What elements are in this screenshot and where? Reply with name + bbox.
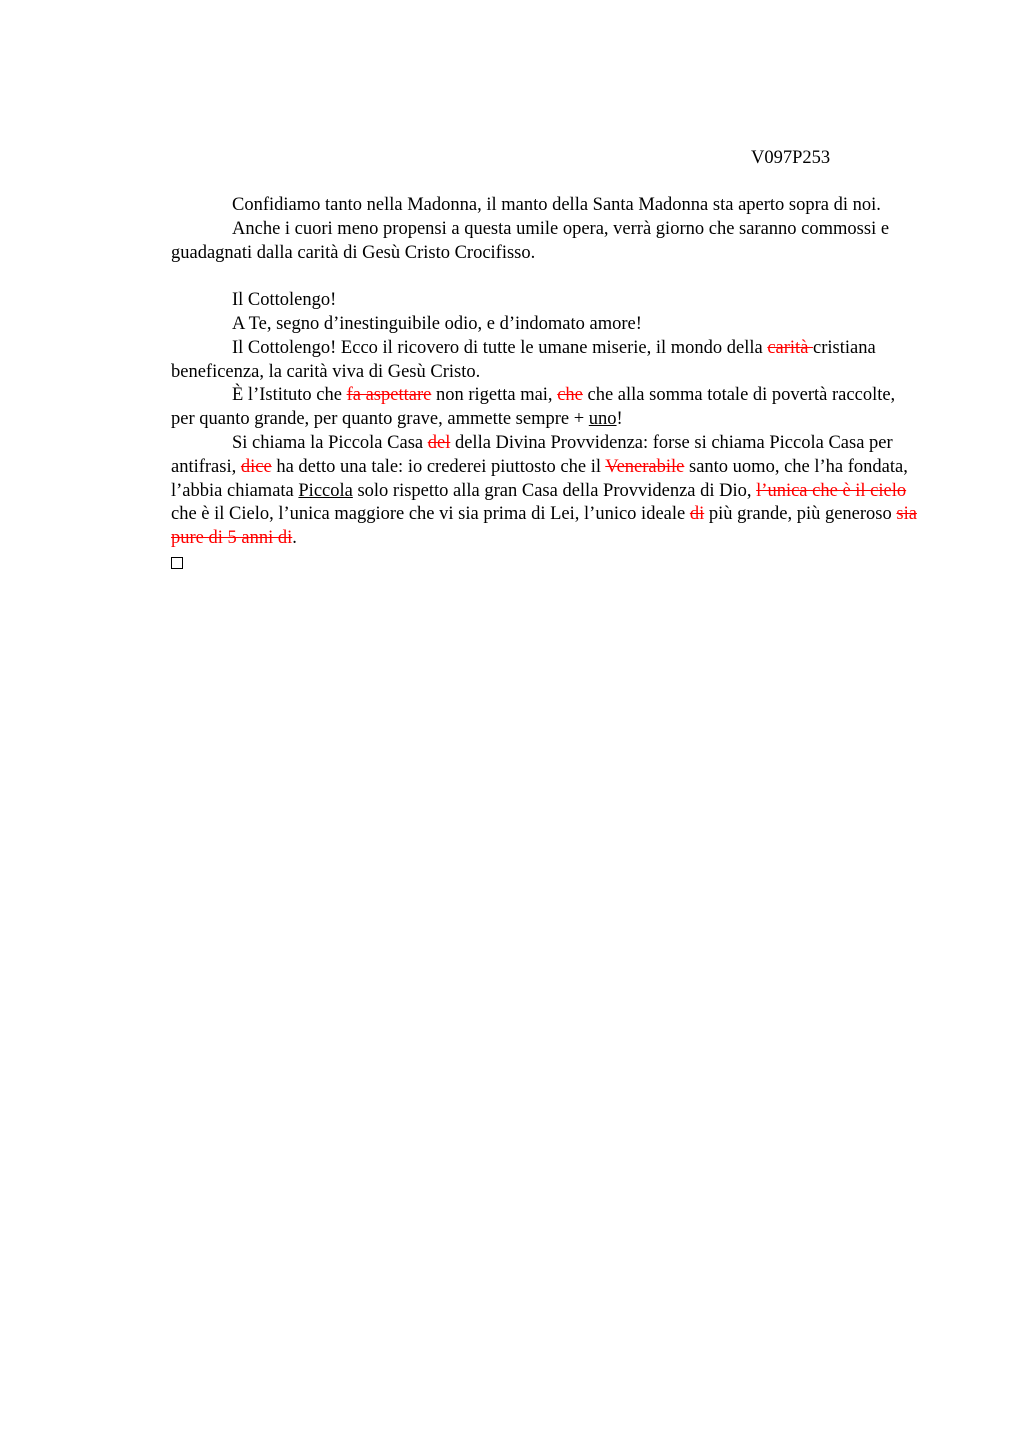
text-segment: della Divina Provvidenza: forse si chiama Piccola Casa per antifrasi, xyxy=(171,432,893,477)
deleted-text: Venerabile xyxy=(605,456,685,477)
text-segment: ! xyxy=(616,409,623,430)
text-segment: È l’Istituto che xyxy=(232,385,347,406)
text-segment: non rigetta mai, xyxy=(431,385,558,406)
document-body xyxy=(171,194,921,577)
text-segment: . xyxy=(292,528,297,549)
paragraph-ricovero xyxy=(171,337,921,385)
deleted-text: fa aspettare xyxy=(346,385,432,406)
paragraph-madonna: Confidiamo tanto nella Madonna, il manto della Santa Madonna sta aperto sopra di noi. xyxy=(232,195,881,215)
deleted-text: dice xyxy=(240,456,272,477)
deleted-text: del xyxy=(427,432,451,453)
end-square-icon xyxy=(171,557,183,569)
paragraph-a-te: A Te, segno d’inestinguibile odio, e d’indomato amore! xyxy=(232,313,642,334)
text-segment: che è il Cielo, l’unica maggiore che vi sia prima di Lei, l’unico ideale xyxy=(171,504,690,525)
text-segment: Si chiama la Piccola Casa xyxy=(232,432,428,453)
deleted-text: sia pure di 5 anni di xyxy=(171,504,917,549)
deleted-text: l’unica che è il cielo xyxy=(756,480,907,501)
text-segment: più grande, più generoso xyxy=(704,504,897,525)
paragraph-istituto xyxy=(171,384,921,432)
text-segment: ha detto una tale: io crederei piuttosto che il xyxy=(271,456,606,477)
paragraph-gap xyxy=(171,265,921,289)
paragraph-piccola-casa xyxy=(171,432,921,551)
text-segment: che alla somma totale di povertà raccolte, per quanto grande, per quanto grave, ammette sempre + xyxy=(171,385,896,430)
underlined-text: uno xyxy=(588,409,617,430)
text-segment: santo uomo, che l’ha fondata, l’abbia chiamata xyxy=(171,456,908,501)
end-marker-row xyxy=(171,551,921,577)
deleted-text: carità xyxy=(767,337,814,358)
text-segment: Il Cottolengo! Ecco il ricovero di tutte le umane miserie, il mondo della xyxy=(232,337,768,358)
underlined-text: Piccola xyxy=(298,480,353,501)
paragraph-cottolengo-title: Il Cottolengo! xyxy=(232,290,337,311)
text-segment: cristiana beneficenza, la carità viva di Gesù Cristo. xyxy=(171,337,876,382)
deleted-text: di xyxy=(689,504,705,525)
text-segment: solo rispetto alla gran Casa della Provvidenza di Dio, xyxy=(352,480,757,501)
deleted-text: che xyxy=(557,385,583,406)
paragraph-cuori: Anche i cuori meno propensi a questa umile opera, verrà giorno che saranno commossi e guadagnati dalla carità di Gesù Cristo Crocifisso. xyxy=(171,218,890,263)
page-code: V097P253 xyxy=(751,148,831,168)
